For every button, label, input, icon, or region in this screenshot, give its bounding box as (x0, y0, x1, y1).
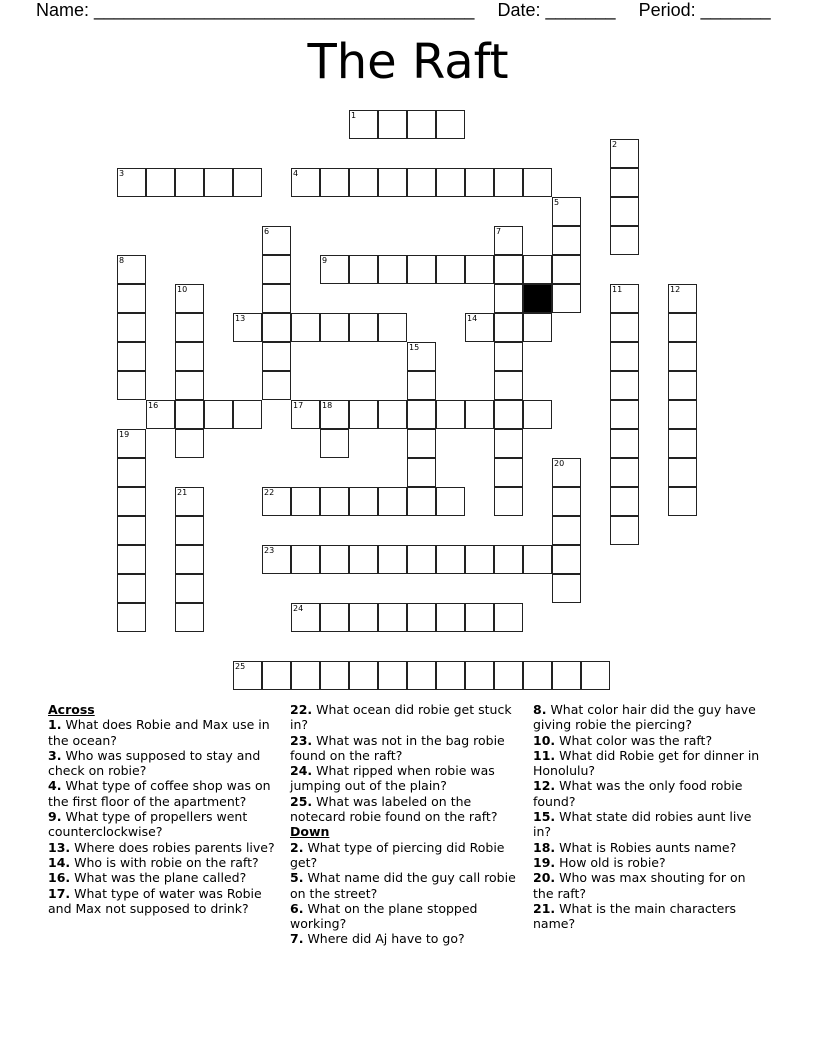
clue-number: 2 (612, 140, 618, 149)
grid-cell[interactable] (610, 487, 639, 516)
clue-text: What was the only food robie found? (533, 778, 743, 809)
clues-column-1 (48, 702, 283, 916)
clue-text: What type of piercing did Robie get? (290, 839, 505, 870)
grid-cell[interactable] (233, 661, 262, 690)
grid-cell[interactable] (436, 168, 465, 197)
clue (533, 840, 768, 855)
grid-cell[interactable] (320, 313, 349, 342)
grid-cell[interactable] (407, 458, 436, 487)
grid-cell[interactable] (610, 516, 639, 545)
clue-number: 24 (293, 604, 304, 613)
grid-cell[interactable] (610, 313, 639, 342)
grid-cell[interactable] (378, 313, 407, 342)
grid-cell[interactable] (494, 545, 523, 574)
grid-cell[interactable] (494, 429, 523, 458)
grid-cell[interactable] (407, 603, 436, 632)
clue-number: 1. (48, 717, 62, 733)
grid-cell[interactable] (349, 313, 378, 342)
clue-text: What name did the guy call robie on the street? (290, 870, 516, 901)
clue-text: Who was max shouting for on the raft? (533, 870, 746, 901)
clue-text: Who is with robie on the raft? (74, 854, 259, 870)
black-cell (523, 284, 552, 313)
clue (290, 901, 520, 932)
grid-cell[interactable] (407, 487, 436, 516)
grid-cell[interactable] (436, 661, 465, 690)
grid-cell[interactable] (320, 429, 349, 458)
grid-cell[interactable] (494, 168, 523, 197)
grid-cell[interactable] (552, 661, 581, 690)
grid-cell[interactable] (117, 371, 146, 400)
grid-cell[interactable] (494, 226, 523, 255)
clue-number: 7. (290, 931, 304, 947)
clue-number: 6. (290, 900, 304, 916)
grid-cell[interactable] (117, 255, 146, 284)
grid-cell[interactable] (262, 313, 291, 342)
clue (290, 733, 520, 764)
clue-number: 4. (48, 778, 62, 794)
clue-text: What type of propellers went counterclockwise? (48, 809, 248, 840)
grid-cell[interactable] (436, 400, 465, 429)
clue-number: 16. (48, 870, 71, 886)
grid-cell[interactable] (233, 313, 262, 342)
grid-cell[interactable] (291, 661, 320, 690)
clue (290, 794, 520, 825)
grid-cell[interactable] (349, 603, 378, 632)
grid-cell[interactable] (465, 400, 494, 429)
grid-cell[interactable] (552, 226, 581, 255)
grid-cell[interactable] (262, 342, 291, 371)
clue (48, 870, 283, 885)
clue-number: 9. (48, 809, 62, 825)
clue (290, 870, 520, 901)
clue-text: What color was the raft? (559, 732, 713, 748)
grid-cell[interactable] (349, 661, 378, 690)
clue (533, 901, 768, 932)
clue-text: What is Robies aunts name? (559, 839, 737, 855)
clue (48, 840, 283, 855)
clue-number: 3 (119, 169, 125, 178)
grid-cell[interactable] (523, 255, 552, 284)
clue-number: 6 (264, 227, 270, 236)
grid-cell[interactable] (668, 400, 697, 429)
grid-cell[interactable] (349, 255, 378, 284)
grid-cell[interactable] (320, 603, 349, 632)
grid-cell[interactable] (610, 284, 639, 313)
period-field: Period: _______ (638, 0, 771, 20)
grid-cell[interactable] (407, 371, 436, 400)
grid-cell[interactable] (610, 197, 639, 226)
grid-cell[interactable] (465, 545, 494, 574)
grid-cell[interactable] (523, 313, 552, 342)
grid-cell[interactable] (494, 342, 523, 371)
grid-cell[interactable] (117, 574, 146, 603)
grid-cell[interactable] (291, 603, 320, 632)
header (36, 0, 789, 21)
grid-cell[interactable] (233, 400, 262, 429)
grid-cell[interactable] (668, 371, 697, 400)
grid-cell[interactable] (494, 458, 523, 487)
grid-cell[interactable] (407, 255, 436, 284)
grid-cell[interactable] (117, 487, 146, 516)
grid-cell[interactable] (465, 313, 494, 342)
clue (48, 748, 283, 779)
grid-cell[interactable] (436, 545, 465, 574)
grid-cell[interactable] (378, 255, 407, 284)
grid-cell[interactable] (407, 429, 436, 458)
grid-cell[interactable] (378, 545, 407, 574)
grid-cell[interactable] (175, 400, 204, 429)
grid-cell[interactable] (175, 313, 204, 342)
grid-cell[interactable] (407, 168, 436, 197)
clue-text: What color hair did the guy have giving robie the piercing? (533, 702, 756, 733)
grid-cell[interactable] (320, 400, 349, 429)
grid-cell[interactable] (552, 284, 581, 313)
grid-cell[interactable] (117, 284, 146, 313)
clue (290, 840, 520, 871)
clue-number: 19 (119, 430, 130, 439)
grid-cell[interactable] (262, 371, 291, 400)
clue (533, 702, 768, 733)
clue-text: What type of water was Robie and Max not supposed to drink? (48, 885, 262, 916)
clue-number: 13. (48, 839, 71, 855)
grid-cell[interactable] (523, 545, 552, 574)
grid-cell[interactable] (436, 255, 465, 284)
grid-cell[interactable] (494, 487, 523, 516)
grid-cell[interactable] (378, 603, 407, 632)
grid-cell[interactable] (204, 400, 233, 429)
grid-cell[interactable] (262, 661, 291, 690)
clue-number: 14 (467, 314, 478, 323)
grid-cell[interactable] (668, 487, 697, 516)
clue-text: Where did Aj have to go? (307, 931, 465, 947)
grid-cell[interactable] (494, 603, 523, 632)
clue (290, 702, 520, 733)
clue-text: What did Robie get for dinner in Honolulu? (533, 747, 760, 779)
name-field: Name: ______________________________________ (36, 0, 475, 20)
clue-text: What ripped when robie was jumping out of the plain? (290, 763, 495, 794)
clue-text: What was the plane called? (74, 870, 247, 886)
clue-number: 5 (554, 198, 560, 207)
clue-number: 25 (235, 662, 246, 671)
grid-cell[interactable] (668, 284, 697, 313)
grid-cell[interactable] (117, 429, 146, 458)
clue-number: 10. (533, 732, 556, 748)
grid-cell[interactable] (175, 545, 204, 574)
grid-cell[interactable] (465, 255, 494, 284)
clues-column-2 (290, 702, 520, 947)
across-heading: Across (48, 702, 95, 717)
grid-cell[interactable] (436, 603, 465, 632)
clue-number: 15. (533, 809, 556, 825)
grid-cell[interactable] (175, 516, 204, 545)
grid-cell[interactable] (407, 545, 436, 574)
clue (48, 778, 283, 809)
grid-cell[interactable] (320, 255, 349, 284)
clue-number: 10 (177, 285, 188, 294)
grid-cell[interactable] (291, 545, 320, 574)
clue-number: 7 (496, 227, 502, 236)
grid-cell[interactable] (349, 168, 378, 197)
clue-number: 20. (533, 870, 556, 886)
grid-cell[interactable] (610, 139, 639, 168)
clue-number: 22. (290, 702, 313, 717)
grid-cell[interactable] (465, 603, 494, 632)
clue-text: What ocean did robie get stuck in? (290, 702, 512, 733)
grid-cell[interactable] (378, 110, 407, 139)
grid-cell[interactable] (552, 574, 581, 603)
grid-cell[interactable] (494, 284, 523, 313)
clue-number: 13 (235, 314, 246, 323)
grid-cell[interactable] (291, 487, 320, 516)
grid-cell[interactable] (204, 168, 233, 197)
clue-number: 24. (290, 763, 313, 779)
grid-cell[interactable] (262, 487, 291, 516)
clue-text: What does Robie and Max use in the ocean? (48, 717, 270, 748)
clue-number: 4 (293, 169, 299, 178)
grid-cell[interactable] (117, 313, 146, 342)
clue-number: 9 (322, 256, 328, 265)
clue (533, 855, 768, 870)
grid-cell[interactable] (610, 429, 639, 458)
grid-cell[interactable] (117, 342, 146, 371)
clue-text: What was not in the bag robie found on the raft? (290, 732, 505, 763)
clue-text: Where does robies parents live? (74, 839, 275, 855)
grid-cell[interactable] (465, 168, 494, 197)
clue-number: 25. (290, 793, 313, 809)
grid-cell[interactable] (146, 400, 175, 429)
clue-number: 11 (612, 285, 623, 294)
clue-number: 22 (264, 488, 275, 497)
grid-cell[interactable] (523, 400, 552, 429)
grid-cell[interactable] (552, 487, 581, 516)
clue-text: What on the plane stopped working? (290, 900, 478, 932)
grid-cell[interactable] (552, 516, 581, 545)
grid-cell[interactable] (407, 342, 436, 371)
clue-number: 23. (290, 732, 313, 748)
clue-number: 12 (670, 285, 681, 294)
clue-text: Who was supposed to stay and check on robie? (48, 747, 261, 779)
grid-cell[interactable] (378, 168, 407, 197)
clue-text: What was labeled on the notecard robie found on the raft? (290, 793, 498, 825)
grid-cell[interactable] (320, 487, 349, 516)
grid-cell[interactable] (320, 545, 349, 574)
clue-number: 17. (48, 885, 71, 901)
clue-number: 18. (533, 839, 556, 855)
clue-number: 16 (148, 401, 159, 410)
down-heading: Down (290, 824, 330, 840)
grid-cell[interactable] (494, 313, 523, 342)
grid-cell[interactable] (581, 661, 610, 690)
clue (533, 870, 768, 901)
clue-number: 15 (409, 343, 420, 352)
clue-number: 8. (533, 702, 547, 717)
grid-cell[interactable] (262, 545, 291, 574)
grid-cell[interactable] (175, 574, 204, 603)
clue-text: What is the main characters name? (533, 900, 736, 932)
grid-cell[interactable] (610, 400, 639, 429)
grid-cell[interactable] (552, 545, 581, 574)
grid-cell[interactable] (175, 168, 204, 197)
clue-number: 19. (533, 854, 556, 870)
grid-cell[interactable] (610, 371, 639, 400)
grid-cell[interactable] (262, 255, 291, 284)
grid-cell[interactable] (262, 226, 291, 255)
grid-cell[interactable] (523, 661, 552, 690)
grid-cell[interactable] (494, 661, 523, 690)
grid-cell[interactable] (378, 487, 407, 516)
clue (533, 778, 768, 809)
clue-number: 17 (293, 401, 304, 410)
clue-text: How old is robie? (559, 854, 666, 870)
grid-cell[interactable] (378, 661, 407, 690)
grid-cell[interactable] (349, 400, 378, 429)
grid-cell[interactable] (552, 458, 581, 487)
clues-column-3 (533, 702, 768, 931)
grid-cell[interactable] (378, 400, 407, 429)
grid-cell[interactable] (320, 661, 349, 690)
grid-cell[interactable] (117, 545, 146, 574)
grid-cell[interactable] (407, 110, 436, 139)
grid-cell[interactable] (146, 168, 175, 197)
grid-cell[interactable] (610, 458, 639, 487)
clue (533, 748, 768, 779)
grid-cell[interactable] (465, 661, 494, 690)
grid-cell[interactable] (610, 226, 639, 255)
grid-cell[interactable] (291, 400, 320, 429)
grid-cell[interactable] (494, 400, 523, 429)
grid-cell[interactable] (262, 284, 291, 313)
grid-cell[interactable] (117, 603, 146, 632)
clue-number: 8 (119, 256, 125, 265)
grid-cell[interactable] (668, 342, 697, 371)
clue (533, 809, 768, 840)
clue-number: 5. (290, 870, 304, 886)
clue (48, 717, 283, 748)
grid-cell[interactable] (668, 429, 697, 458)
grid-cell[interactable] (320, 168, 349, 197)
clue-number: 18 (322, 401, 333, 410)
grid-cell[interactable] (175, 487, 204, 516)
clue (48, 886, 283, 917)
grid-cell[interactable] (407, 661, 436, 690)
grid-cell[interactable] (117, 516, 146, 545)
clue-number: 11. (533, 747, 556, 763)
grid-cell[interactable] (175, 342, 204, 371)
grid-cell[interactable] (233, 168, 262, 197)
grid-cell[interactable] (494, 255, 523, 284)
grid-cell[interactable] (175, 284, 204, 313)
grid-cell[interactable] (610, 342, 639, 371)
grid-cell[interactable] (407, 400, 436, 429)
date-field: Date: _______ (497, 0, 616, 20)
puzzle-title: The Raft (307, 34, 509, 90)
grid-cell[interactable] (668, 458, 697, 487)
grid-cell[interactable] (291, 313, 320, 342)
clue-number: 14. (48, 854, 71, 870)
grid-cell[interactable] (349, 545, 378, 574)
grid-cell[interactable] (349, 487, 378, 516)
grid-cell[interactable] (552, 197, 581, 226)
clue-number: 20 (554, 459, 565, 468)
grid-cell[interactable] (175, 371, 204, 400)
grid-cell[interactable] (668, 313, 697, 342)
grid-cell[interactable] (436, 110, 465, 139)
clue-number: 12. (533, 778, 556, 794)
clue-number: 21 (177, 488, 188, 497)
clue-text: What state did robies aunt live in? (533, 809, 752, 840)
grid-cell[interactable] (175, 603, 204, 632)
clue-number: 2. (290, 839, 304, 855)
clue (48, 855, 283, 870)
grid-cell[interactable] (610, 168, 639, 197)
grid-cell[interactable] (291, 168, 320, 197)
clue (48, 809, 283, 840)
grid-cell[interactable] (117, 168, 146, 197)
clue-text: What type of coffee shop was on the first floor of the apartment? (48, 778, 271, 809)
clue-number: 23 (264, 546, 275, 555)
grid-cell[interactable] (349, 110, 378, 139)
clue-number: 21. (533, 900, 556, 916)
grid-cell[interactable] (494, 371, 523, 400)
clue-number: 1 (351, 111, 357, 120)
grid-cell[interactable] (175, 429, 204, 458)
clue (290, 931, 520, 946)
grid-cell[interactable] (436, 487, 465, 516)
grid-cell[interactable] (117, 458, 146, 487)
grid-cell[interactable] (552, 255, 581, 284)
clue-number: 3. (48, 747, 62, 763)
clue (290, 763, 520, 794)
grid-cell[interactable] (523, 168, 552, 197)
clue (533, 733, 768, 748)
